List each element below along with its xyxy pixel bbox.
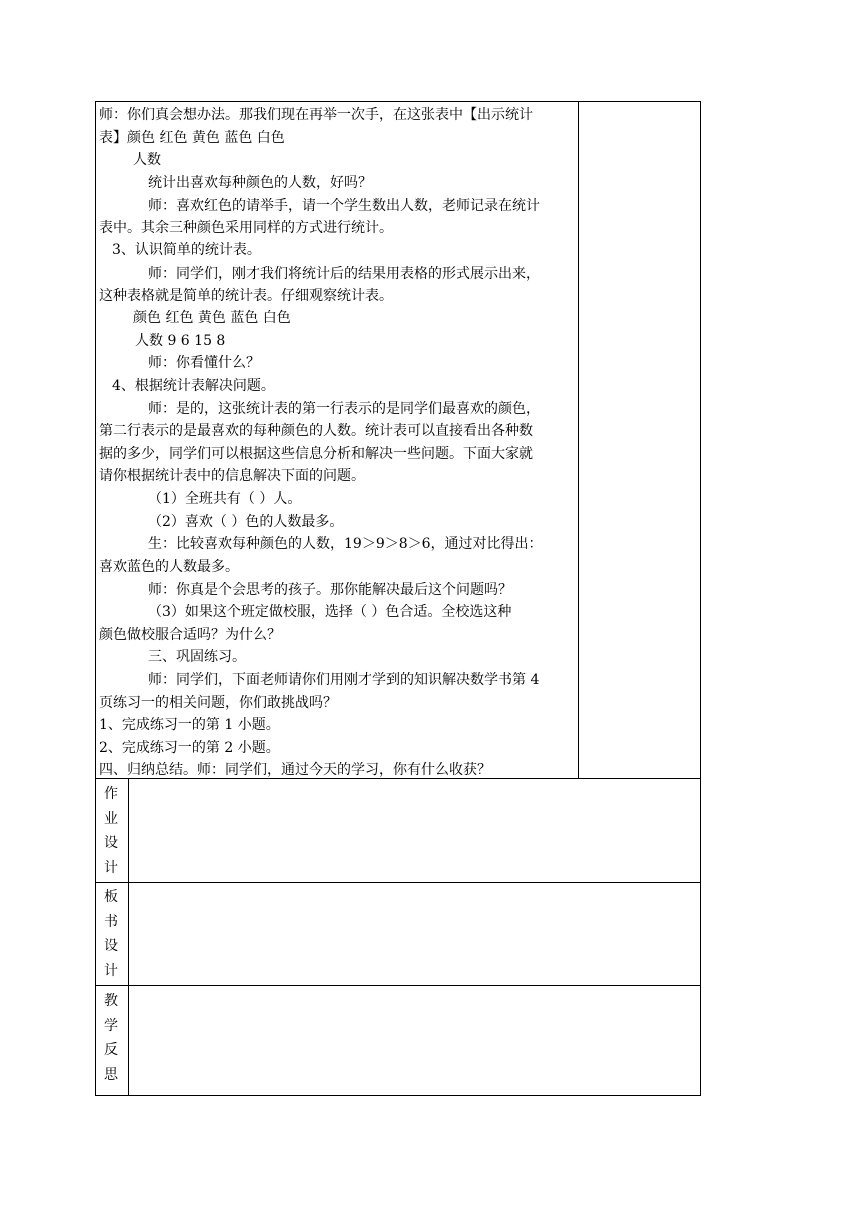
lesson-line: （3）如果这个班定做校服，选择（ ）色合适。全校选这种 [148, 604, 512, 620]
lesson-line: 统计出喜欢每种颜色的人数，好吗？ [148, 175, 372, 191]
row-divider-2 [95, 882, 701, 883]
lesson-line: 颜色做校服合适吗？为什么？ [99, 627, 281, 643]
label-char: 思 [104, 1066, 118, 1083]
lesson-line: 这种表格就是简单的统计表。仔细观察统计表。 [99, 288, 393, 304]
lesson-line: 据的多少，同学们可以根据这些信息分析和解决一些问题。下面大家就 [99, 446, 533, 462]
board-design-cell [132, 886, 692, 982]
label-char: 作 [104, 786, 118, 802]
table-bottom-border [95, 1095, 701, 1096]
lesson-line: 表】颜色 红色 黄色 蓝色 白色 [99, 130, 285, 146]
label-char: 反 [104, 1042, 118, 1058]
lesson-line: 师：同学们，下面老师请你们用刚才学到的知识解决数学书第 4 [148, 672, 540, 688]
lesson-line: 师：喜欢红色的请举手，请一个学生数出人数，老师记录在统计 [148, 198, 540, 214]
lesson-line: 师：你真是个会思考的孩子。那你能解决最后这个问题吗？ [148, 582, 512, 598]
label-char: 板 [104, 889, 118, 905]
label-char: 计 [104, 962, 118, 979]
lesson-line: 人数 9 6 15 8 [135, 333, 226, 349]
lesson-line: 师：你看懂什么？ [148, 355, 260, 371]
lesson-line: 1、完成练习一的第 1 小题。 [99, 717, 280, 733]
lesson-line: 生：比较喜欢每种颜色的人数，19＞9＞8＞6，通过对比得出： [148, 536, 543, 552]
teaching-reflection-cell [132, 989, 692, 1089]
label-column-divider [128, 778, 129, 1096]
label-char: 设 [104, 938, 118, 954]
lesson-line: 第二行表示的是最喜欢的每种颜色的人数。统计表可以直接看出各种数 [99, 423, 533, 439]
lesson-line: 师：是的，这张统计表的第一行表示的是同学们最喜欢的颜色， [148, 401, 540, 417]
label-char: 计 [104, 859, 118, 876]
label-char: 设 [104, 835, 118, 851]
label-char: 教 [104, 993, 118, 1009]
content-right-divider [578, 101, 579, 779]
lesson-line: （1）全班共有（ ）人。 [148, 491, 302, 507]
lesson-line: 师：你们真会想办法。那我们现在再举一次手，在这张表中【出示统计 [99, 107, 533, 123]
lesson-line: 四、归纳总结。师：同学们，通过今天的学习，你有什么收获？ [99, 762, 491, 778]
lesson-line: 2、完成练习一的第 2 小题。 [99, 740, 280, 756]
lesson-line: 4、根据统计表解决问题。 [112, 378, 275, 394]
lesson-line: 师：同学们，刚才我们将统计后的结果用表格的形式展示出来， [148, 266, 540, 282]
lesson-line: 表中。其余三种颜色采用同样的方式进行统计。 [99, 220, 393, 236]
lesson-line: 3、认识简单的统计表。 [112, 242, 261, 258]
lesson-line: 页练习一的相关问题，你们敢挑战吗？ [99, 695, 337, 711]
lesson-line: 喜欢蓝色的人数最多。 [99, 559, 239, 575]
homework-design-cell [132, 782, 692, 878]
table-right-border [700, 101, 701, 1096]
lesson-line: 颜色 红色 黄色 蓝色 白色 [133, 310, 291, 326]
lesson-line: 请你根据统计表中的信息解决下面的问题。 [99, 468, 365, 484]
lesson-line: 三、巩固练习。 [148, 649, 246, 665]
row-divider-3 [95, 985, 701, 986]
table-left-border [95, 101, 96, 1096]
lesson-line: 人数 [133, 152, 161, 168]
homework-design-label [100, 782, 122, 880]
lesson-line: （2）喜欢（ ）色的人数最多。 [148, 514, 344, 530]
label-char: 业 [104, 810, 118, 827]
table-top-border [95, 101, 701, 102]
label-char: 书 [104, 913, 118, 930]
teaching-reflection-label [100, 989, 122, 1087]
label-char: 学 [104, 1017, 118, 1034]
board-design-label [100, 885, 122, 983]
